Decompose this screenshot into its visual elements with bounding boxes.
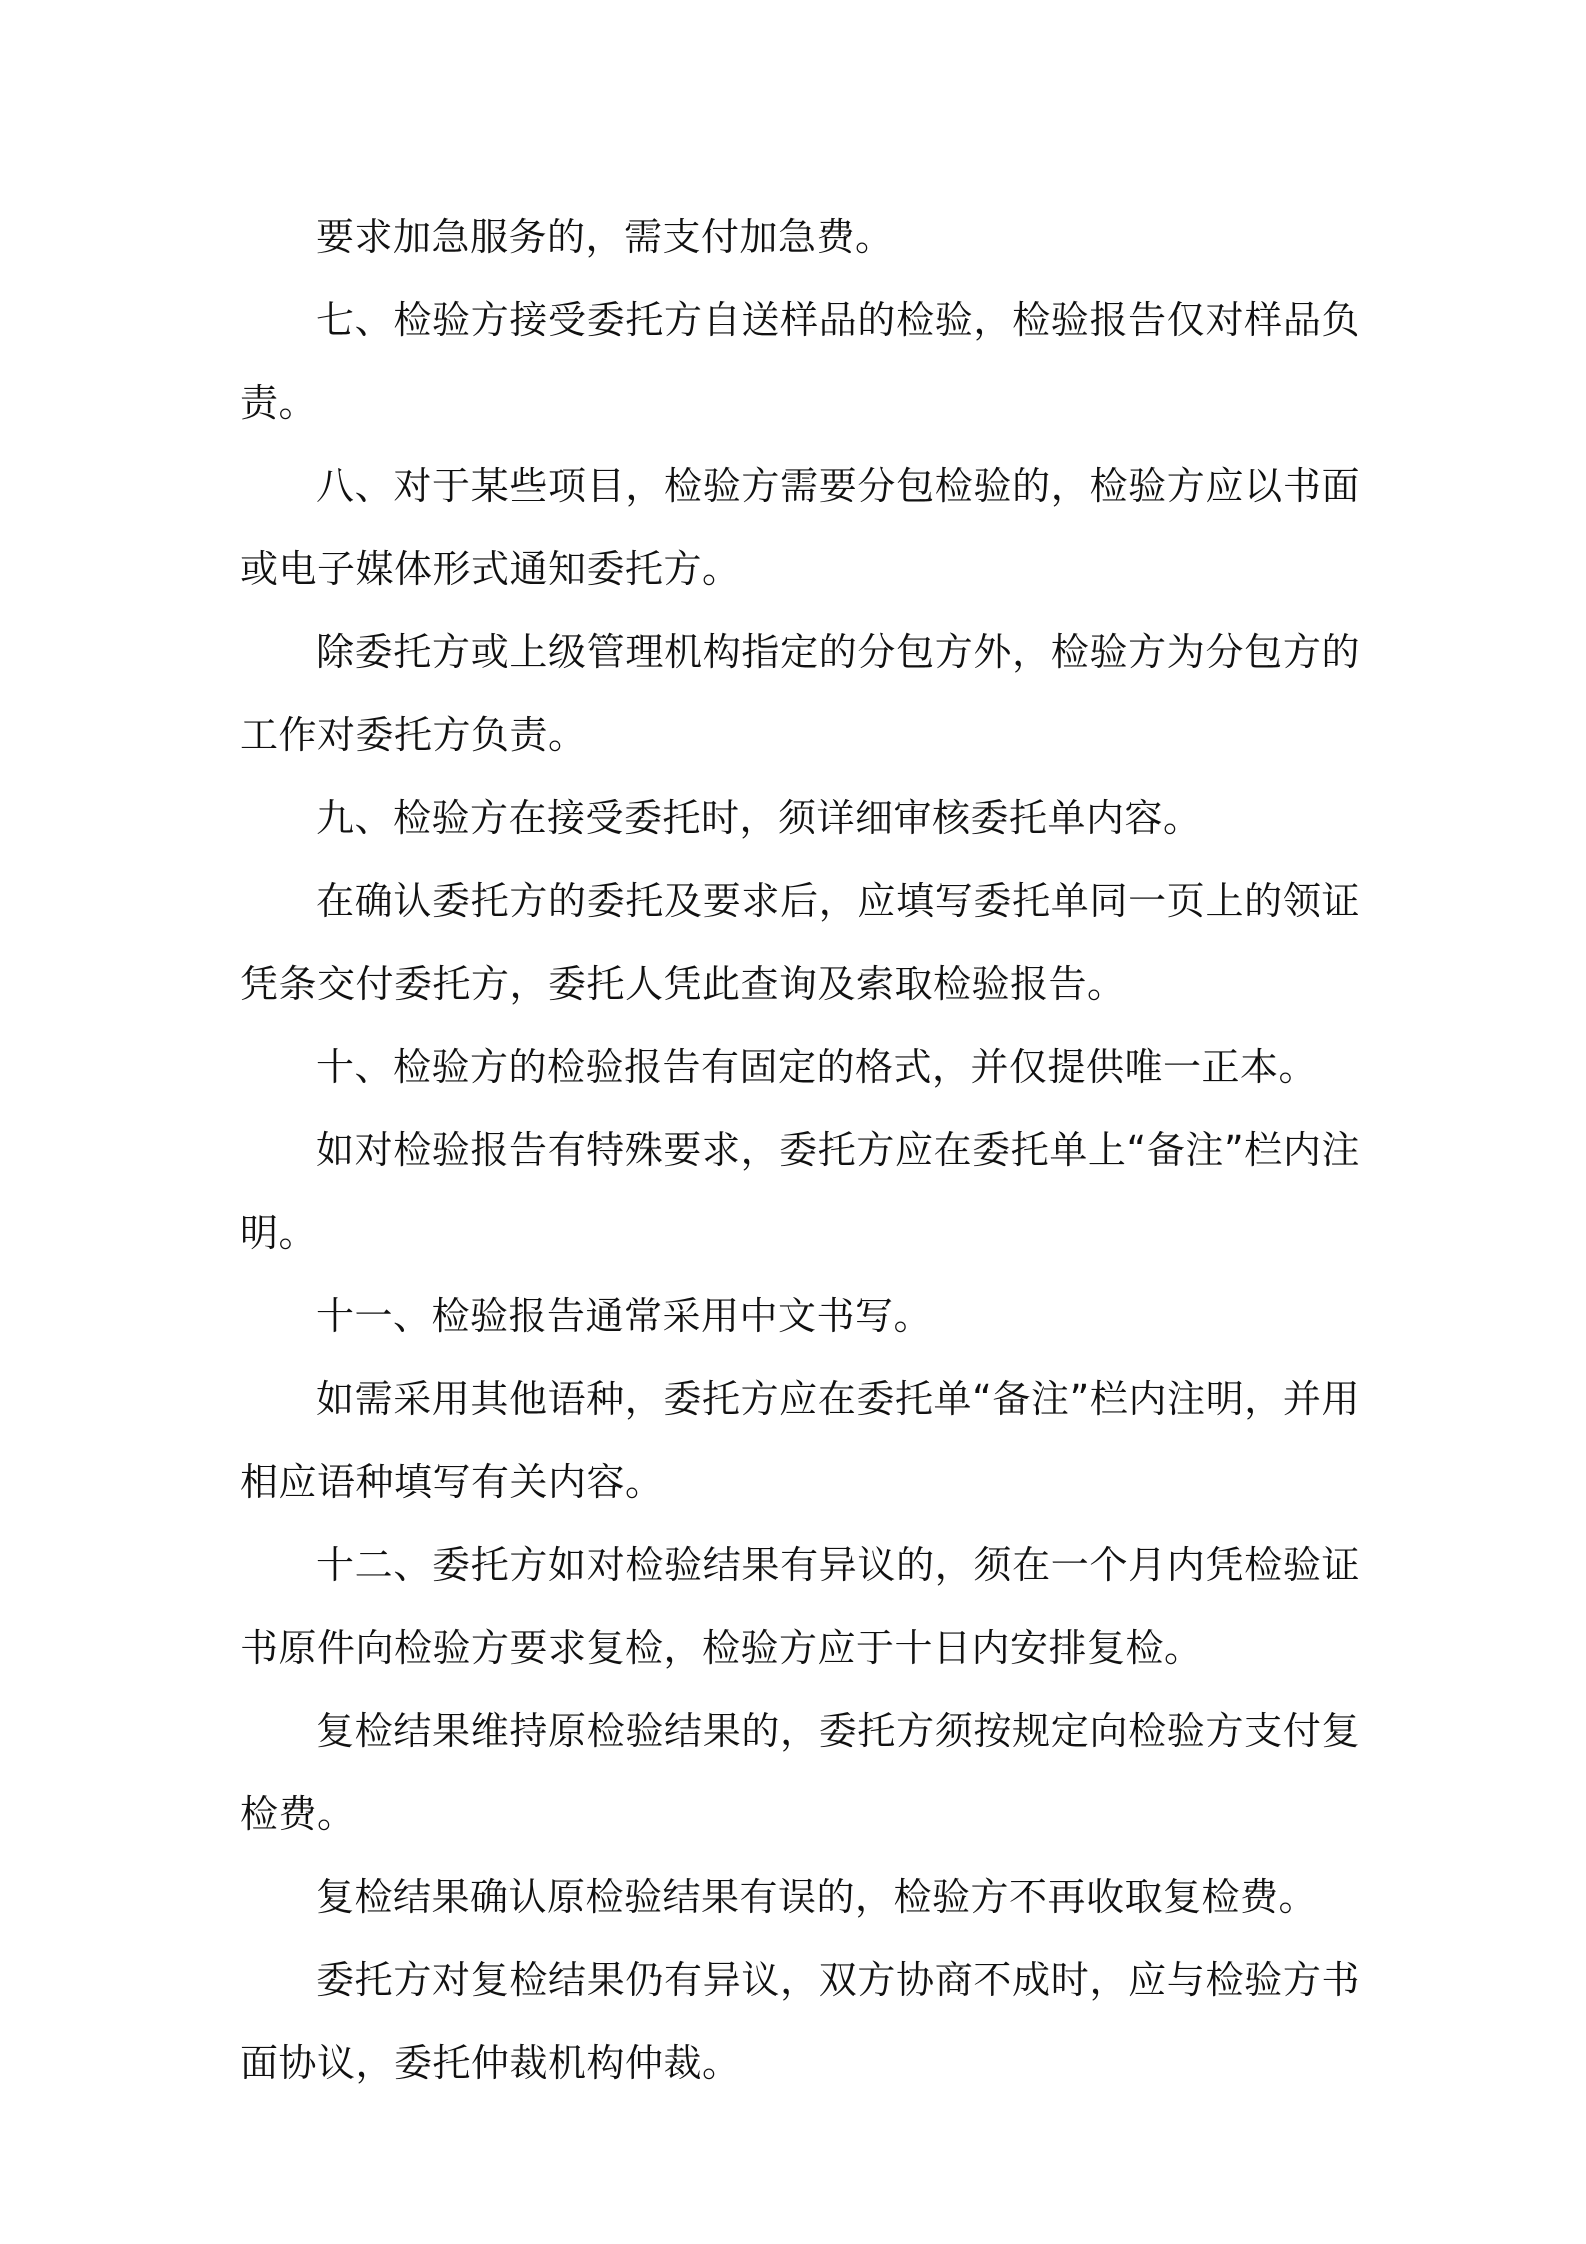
paragraph-special-requirements: 如对检验报告有特殊要求，委托方应在委托单上“备注”栏内注明。	[240, 1128, 1360, 1255]
document-body	[240, 196, 1360, 2105]
paragraph-subcontract-responsibility: 除委托方或上级管理机构指定的分包方外，检验方为分包方的工作对委托方负责。	[240, 630, 1360, 757]
paragraph-clause-7: 七、检验方接受委托方自送样品的检验，检验报告仅对样品负责。	[240, 298, 1360, 425]
paragraph-recheck-fee: 复检结果维持原检验结果的，委托方须按规定向检验方支付复检费。	[240, 1709, 1360, 1836]
paragraph-clause-11: 十一、检验报告通常采用中文书写。	[316, 1294, 933, 1338]
paragraph-clause-9: 九、检验方在接受委托时，须详细审核委托单内容。	[316, 796, 1202, 840]
paragraph-urgent-fee: 要求加急服务的，需支付加急费。	[316, 215, 894, 259]
paragraph-other-language: 如需采用其他语种，委托方应在委托单“备注”栏内注明，并用相应语种填写有关内容。	[240, 1377, 1360, 1504]
paragraph-recheck-error: 复检结果确认原检验结果有误的，检验方不再收取复检费。	[316, 1875, 1318, 1919]
paragraph-clause-12: 十二、委托方如对检验结果有异议的，须在一个月内凭检验证书原件向检验方要求复检，检验方应于十日内安排复检。	[240, 1543, 1360, 1670]
paragraph-clause-8: 八、对于某些项目，检验方需要分包检验的，检验方应以书面或电子媒体形式通知委托方。	[240, 464, 1360, 591]
paragraph-receipt-voucher: 在确认委托方的委托及要求后，应填写委托单同一页上的领证凭条交付委托方，委托人凭此查询及索取检验报告。	[240, 879, 1360, 1006]
paragraph-arbitration: 委托方对复检结果仍有异议，双方协商不成时，应与检验方书面协议，委托仲裁机构仲裁。	[240, 1958, 1360, 2085]
paragraph-clause-10: 十、检验方的检验报告有固定的格式，并仅提供唯一正本。	[316, 1045, 1318, 1089]
